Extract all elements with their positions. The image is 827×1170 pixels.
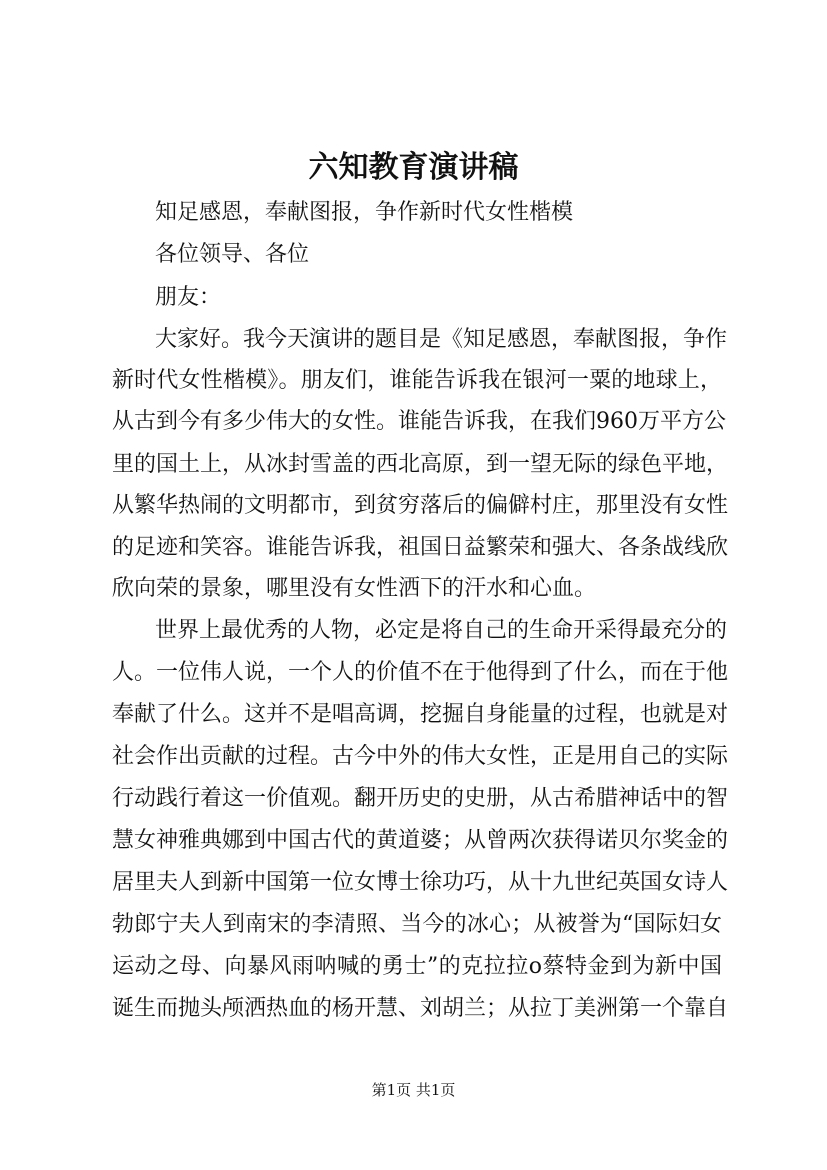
paragraph-line: 欣向荣的景象，哪里没有女性洒下的汗水和心血。: [112, 576, 597, 601]
document-subtitle: 知足感恩，奉献图报，争作新时代女性楷模: [155, 200, 574, 225]
paragraph-line: 世界上最优秀的人物，必定是将自己的生命开采得最充分的: [155, 618, 728, 643]
paragraph-line: 运动之母、向暴风雨呐喊的勇士”的克拉拉ο蔡特金到为新中国: [112, 954, 722, 979]
paragraph-line: 从繁华热闹的文明都市，到贫穷落后的偏僻村庄，那里没有女性: [112, 493, 729, 518]
paragraph-line: 诞生而抛头颅洒热血的杨开慧、刘胡兰；从拉丁美洲第一个靠自: [112, 996, 729, 1021]
paragraph-line: 从古到今有多少伟大的女性。谁能告诉我，在我们960万平方公: [112, 409, 726, 434]
greeting-line-2: 朋友：: [155, 285, 222, 310]
paragraph-line: 勃郎宁夫人到南宋的李清照、当今的冰心；从被誉为“国际妇女: [112, 912, 722, 937]
paragraph-line: 大家好。我今天演讲的题目是《知足感恩，奉献图报，争作: [155, 327, 728, 352]
paragraph-line: 居里夫人到新中国第一位女博士徐功巧，从十九世纪英国女诗人: [112, 870, 729, 895]
document-title: 六知教育演讲稿: [308, 150, 519, 185]
paragraph-line: 的足迹和笑容。谁能告诉我，祖国日益繁荣和强大、各条战线欣: [112, 535, 729, 560]
paragraph-line: 里的国土上，从冰封雪盖的西北高原，到一望无际的绿色平地，: [112, 452, 729, 477]
paragraph-line: 社会作出贡献的过程。古今中外的伟大女性，正是用自己的实际: [112, 744, 729, 769]
paragraph-line: 行动践行着这一价值观。翻开历史的史册，从古希腊神话中的智: [112, 786, 729, 811]
paragraph-line: 新时代女性楷模》。朋友们，谁能告诉我在银河一粟的地球上，: [112, 368, 722, 393]
page-footer: 第1页 共1页: [371, 1081, 456, 1099]
paragraph-line: 慧女神雅典娜到中国古代的黄道婆；从曾两次获得诺贝尔奖金的: [112, 828, 729, 853]
greeting-line-1: 各位领导、各位: [155, 242, 310, 267]
paragraph-line: 奉献了什么。这并不是唱高调，挖掘自身能量的过程，也就是对: [112, 702, 729, 727]
paragraph-line: 人。一位伟人说，一个人的价值不在于他得到了什么，而在于他: [112, 660, 729, 685]
